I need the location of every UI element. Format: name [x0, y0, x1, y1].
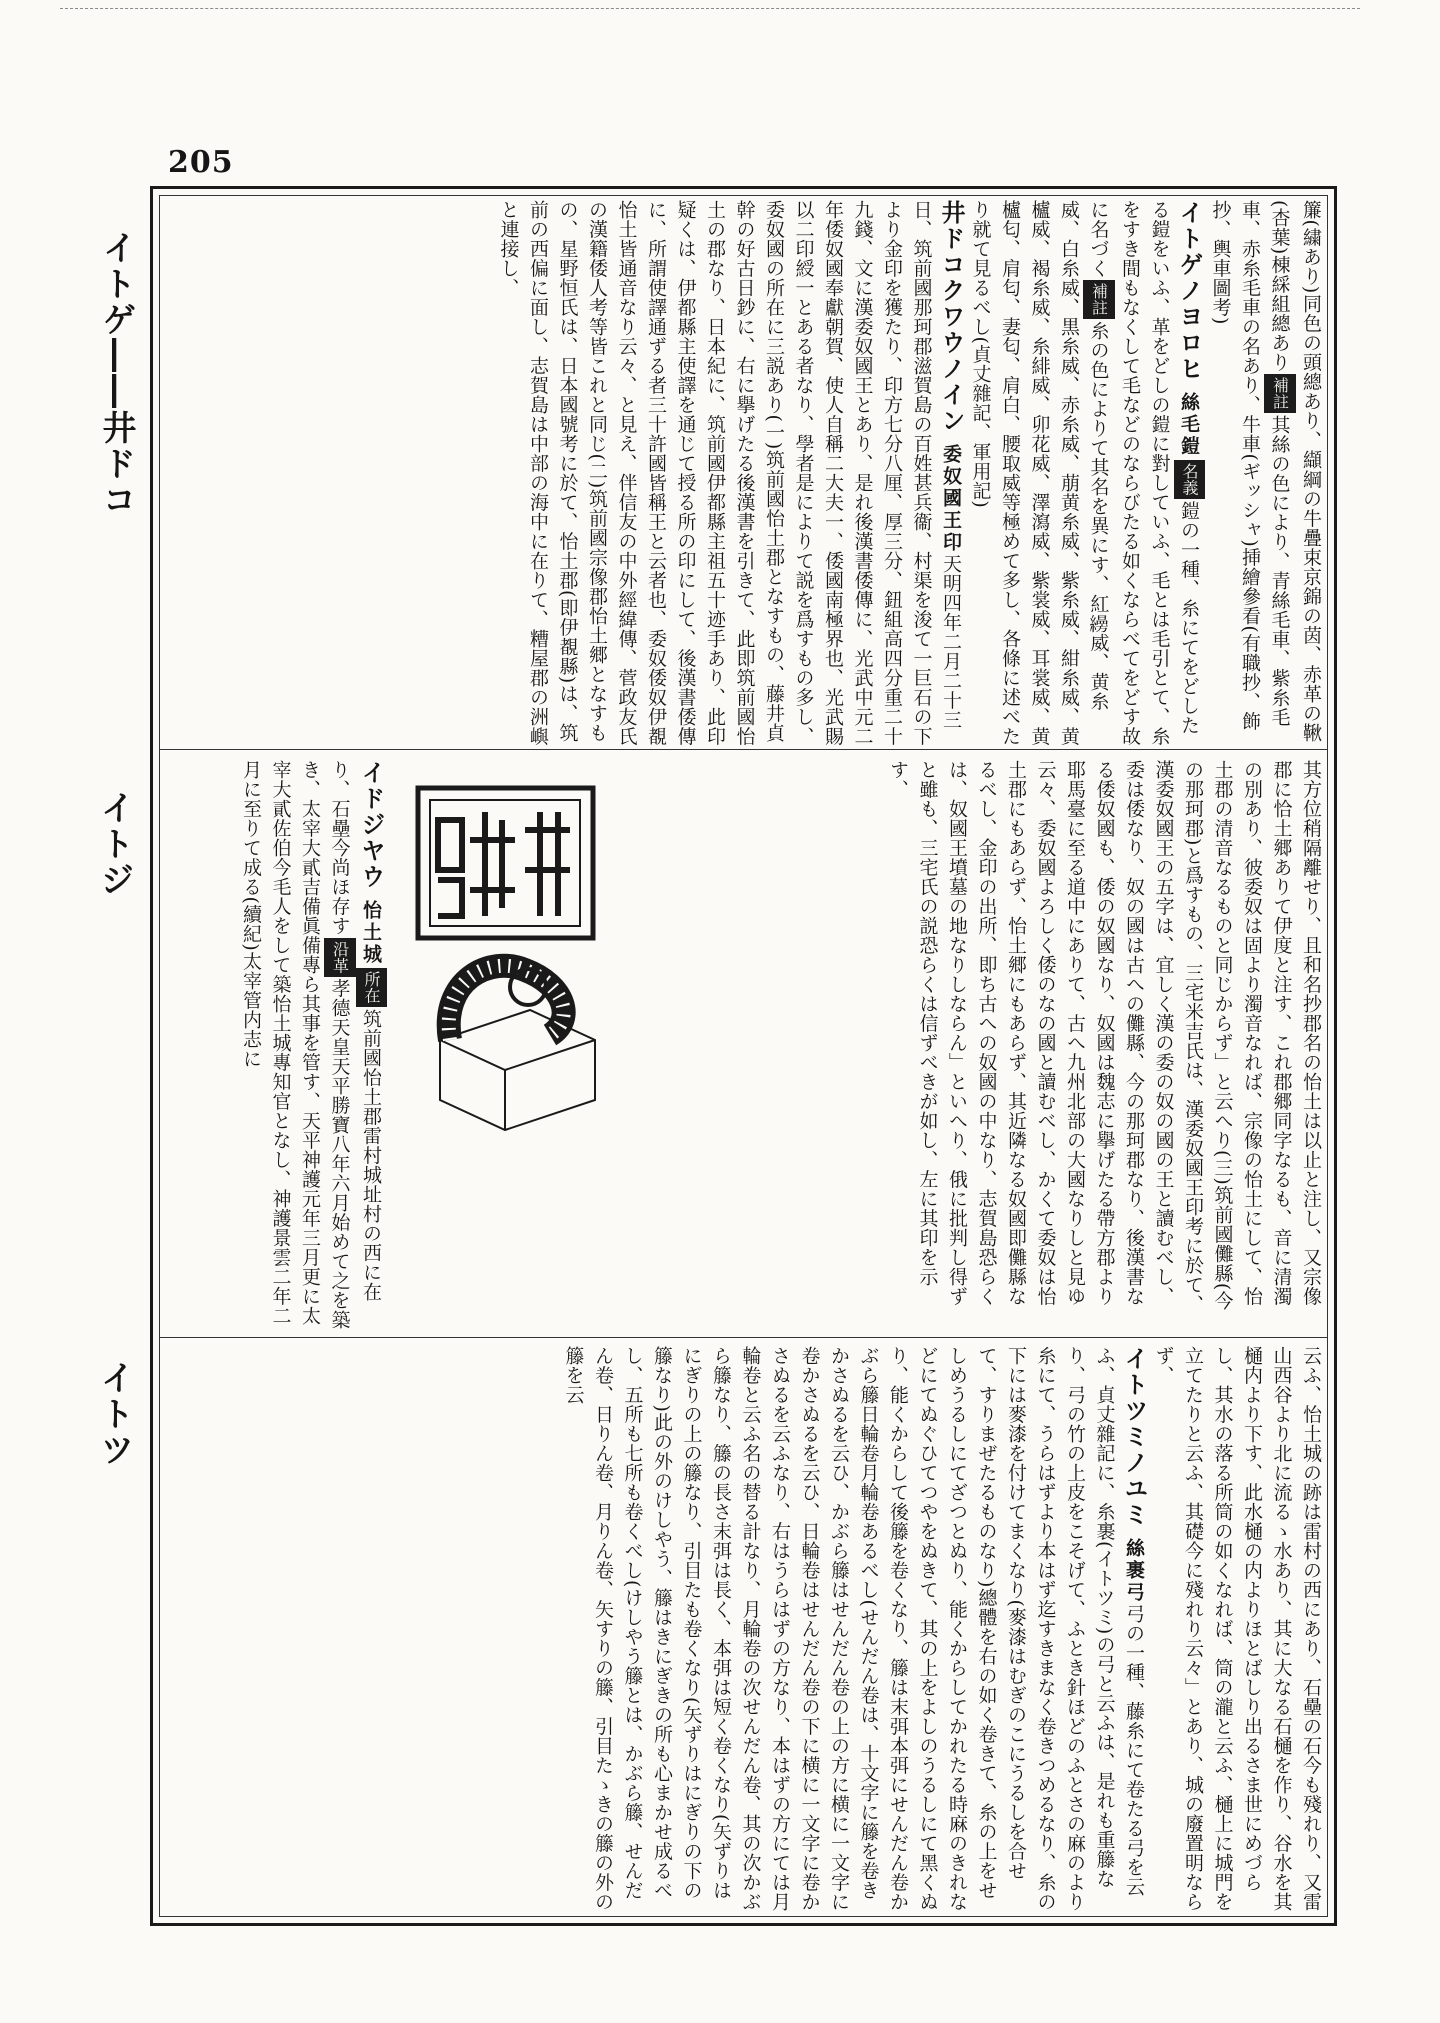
- continuation-text-3: 云ふ、怡土城の跡は雷村の西にあり、石壘の石今も殘れり、又雷山西谷より北に流るゝ水あり、其に大なる石樋を作り、谷水を其樋内より下す、此水樋の内よりほとばしり出るさま世にめづらし、其水の落る所筒の如くなれば、筒の瀧と云ふ、樋上に城門を立てたりと云ふ、其礎今に殘れり云々」とあり、城の廢置明ならず、: [1152, 1346, 1322, 1912]
- top-rule: [60, 8, 1360, 9]
- section-divider-1: [159, 749, 1328, 750]
- gold-seal-drawing: [400, 780, 610, 1140]
- hochu-tag-2: 補註: [1083, 280, 1115, 319]
- entry-itogenoyoroi: イトゲノヨロヒ絲毛鎧名義鎧の一種、糸にてをどしたる鎧をいふ、革をどしの鎧に對していふ、毛とは毛引とて、糸をすき間もなくして毛などのならびたる如くならべてをどす故に名づく補註糸の色によりて其名を異にす、紅𦆅威、黄糸威、白糸威、黒糸威、赤糸威、萠黄糸威、紫糸威、紺糸威、黄櫨威、褐糸威、糸緋威、卯花威、澤瀉威、紫裳威、耳裳威、黄櫨匂、肩匂、妻匂、肩白、腰取威等極めて多し、各條に述べたり就て見るべし(貞丈雜記、軍用記): [969, 200, 1203, 746]
- entry-title-2: 委奴國王印: [940, 444, 962, 554]
- entry-heading-3: イドジヤウ: [357, 760, 385, 890]
- side-label-bottom: イトツ: [94, 1360, 134, 1468]
- gold-seal-illustration: [400, 780, 610, 1140]
- continuation-text: 簾(繍あり)同色の頭總あり、纈綱の牛疊束京錦の茵、赤革の鞦(杏葉)棟綵組總あり補註其絲の色により、青絲毛車、紫糸毛車、赤糸毛車の名あり、牛車(ギッシャ)挿繪參看(有職抄、飾抄、輿車圖考): [1209, 200, 1322, 743]
- side-label-middle: イトジ: [94, 790, 134, 898]
- section-itoge: [162, 200, 1325, 748]
- entry-heading: イトゲノヨロヒ: [1175, 200, 1203, 382]
- entry-title: 絲毛鎧: [1178, 392, 1200, 458]
- entry-title-3: 怡土城: [360, 900, 382, 966]
- enkaku-tag: 沿革: [324, 938, 356, 977]
- entry-idokokuwouin: 井ドコクワウノイン委奴國王印天明四年二月二十三日、筑前國那珂郡滋賀島の百姓甚兵衞、村渠を浚て一巨石の下より金印を獲たり、印方七分八厘、厚三分、鈕組高四分重二十九錢、文に漢委奴國王とあり、是れ後漢書倭傳に、光武中元二年倭奴國奉獻朝賀、使人自稱二大夫一、倭國南極界也、光武賜以二印綬一とある者なり、學者是によりて説を爲すもの多し、委奴國の所在に三説あり(一)筑前國怡土郡となすもの、藤井貞幹の好古日鈔に、右に擧げたる後漢書を引きて、此即筑前國怡土の郡なり、日本紀に、筑前國伊都縣主祖五十迹手あり、此印疑くは、伊都縣主使譯を通じて授る所の印にして、後漢書倭傳に、所謂使譯通ずる者三十許國皆稱王と云者也、委奴倭奴伊覩怡土皆通音なり云々、と見え、伴信友の中外經緯傳、菅政友氏の漢籍倭人考等皆これと同じ(二)筑前國宗像郡怡土郷となすもの、星野恒氏は、日本國號考に於て、怡土郡(即伊覩縣)は、筑前の西偏に面し、志賀島は中部の海中に在りて、糟屋郡の洲嶼と連接し、: [497, 200, 965, 746]
- entry-title-4: 絲裹弓: [1123, 1538, 1145, 1604]
- entry-idojou: イドジヤウ怡土城所在筑前國怡土郡雷村城址村の西に在り、石壘今尚ほ存す沿革孝德天皇天平勝寶八年六月始めて之を築き、太宰大貳吉備眞備專ら其事を管す、天平神護元年三月更に太宰大貳佐伯今毛人をして築怡土城專知官となし、神護景雲二年二月に至りて成る(續紀)太宰管内志に: [240, 760, 385, 1330]
- entry-heading-4: イトツミノユミ: [1120, 1346, 1148, 1528]
- shozai-tag: 所在: [356, 968, 388, 1007]
- continuation-text-2: 其方位稍隔離せり、且和名抄郡名の怡土は以止と注し、又宗像郡に恰土郷ありて伊度と注す、これ郡郷同字なるも、音に清濁の別あり、彼委奴は固より濁音なれば、宗像の怡土にして、怡土郡の清音なるものと同じからず」と云へり(三)筑前國儺縣(今の那珂郡)と爲すもの、三宅米吉氏は、漢委奴國王印考に於て、漢委奴國王の五字は、宜しく漢の委の奴の國の王と讀むべし、委は倭なり、奴の國は古への儺縣、今の那珂郡なり、後漢書なる倭奴國も、倭の奴國なり、奴國は魏志に擧げたる帶方郡より耶馬臺に至る道中にありて、古へ九州北部の大國なりしと見ゆ云々、委奴國よろしく倭のなの國と讀むべし、かくて委奴は怡土郡にもあらず、怡土郷にもあらず、其近隣なる奴國即儺縣なるべし、金印の出所、即ち古への奴國の中なり、志賀島恐らくは、奴國王墳墓の地なりしならん」といへり、俄に批判し得ずと雖も、三宅氏の説恐らくは信ずべきが如し、左に其印を示す、: [887, 760, 1322, 1314]
- side-label-top: イトゲ――井ドコ: [96, 230, 136, 518]
- entry-itotsuminoyumi: イトツミノユミ絲裹弓弓の一種、藤糸にて卷たる弓を云ふ、貞丈雜記に、糸裹(イトツミ)の弓と云ふは、是れも重籐なり、弓の竹の上皮をこそげて、ふとき針ほどのふとさの麻のより糸にて、うらはずより本はず迄すきまなく卷きつめるなり、糸の下には麥漆を付けてまくなり(麥漆はむぎのこにうるしを合せて、すりまぜたるものなり)總體を右の如く卷きて、糸の上をせしめうるしにてざつとぬり、能くからしてかれたる時麻のきれなどにてぬぐひてつやをぬきて、其の上をよしのうるしにて黑くぬり、能くからして後籐を卷くなり、籐は末弭本弭にせんだん卷かぶら籐日輪卷月輪卷あるべし(せんだん卷は、十文字に籐を卷きかさぬるを云ひ、かぶら籐はせんだん卷の上の方に横に一文字に卷かさぬるを云ひ、日輪卷はせんだん卷の下に横に一文字に卷かさぬるを云ふなり、右はうらはずの方なり、本はずの方にては月輪卷と云ふ名の替る計なり、月輪卷の次せんだん卷、其の次かぶら籐なり、籐の長さ末弭は長く、本弭は短く卷くなり(矢ずりはにぎりの上の籐なり、引目たも卷くなり(矢ずりはにぎりの下の籐なり)此の外のけしやう、籐はきにぎきの所も心まかせ成るべし、五所も七所も卷くべし(けしやう籐とは、かぶら籐、せんだん卷、日りん卷、月りん卷、矢すりの籐、引目たゝきの籐の外の籐を云: [562, 1346, 1148, 1912]
- section-itoji-continuation: [615, 760, 1325, 1320]
- page-number: 205: [168, 145, 234, 180]
- meigi-tag: 名義: [1174, 460, 1206, 499]
- hochu-tag: 補註: [1264, 374, 1296, 413]
- section-divider-2: [159, 1337, 1328, 1338]
- entry-heading-2: 井ドコクワウノイン: [937, 200, 965, 434]
- section-itotsu: [162, 1346, 1325, 1916]
- section-itojou: [162, 760, 387, 1330]
